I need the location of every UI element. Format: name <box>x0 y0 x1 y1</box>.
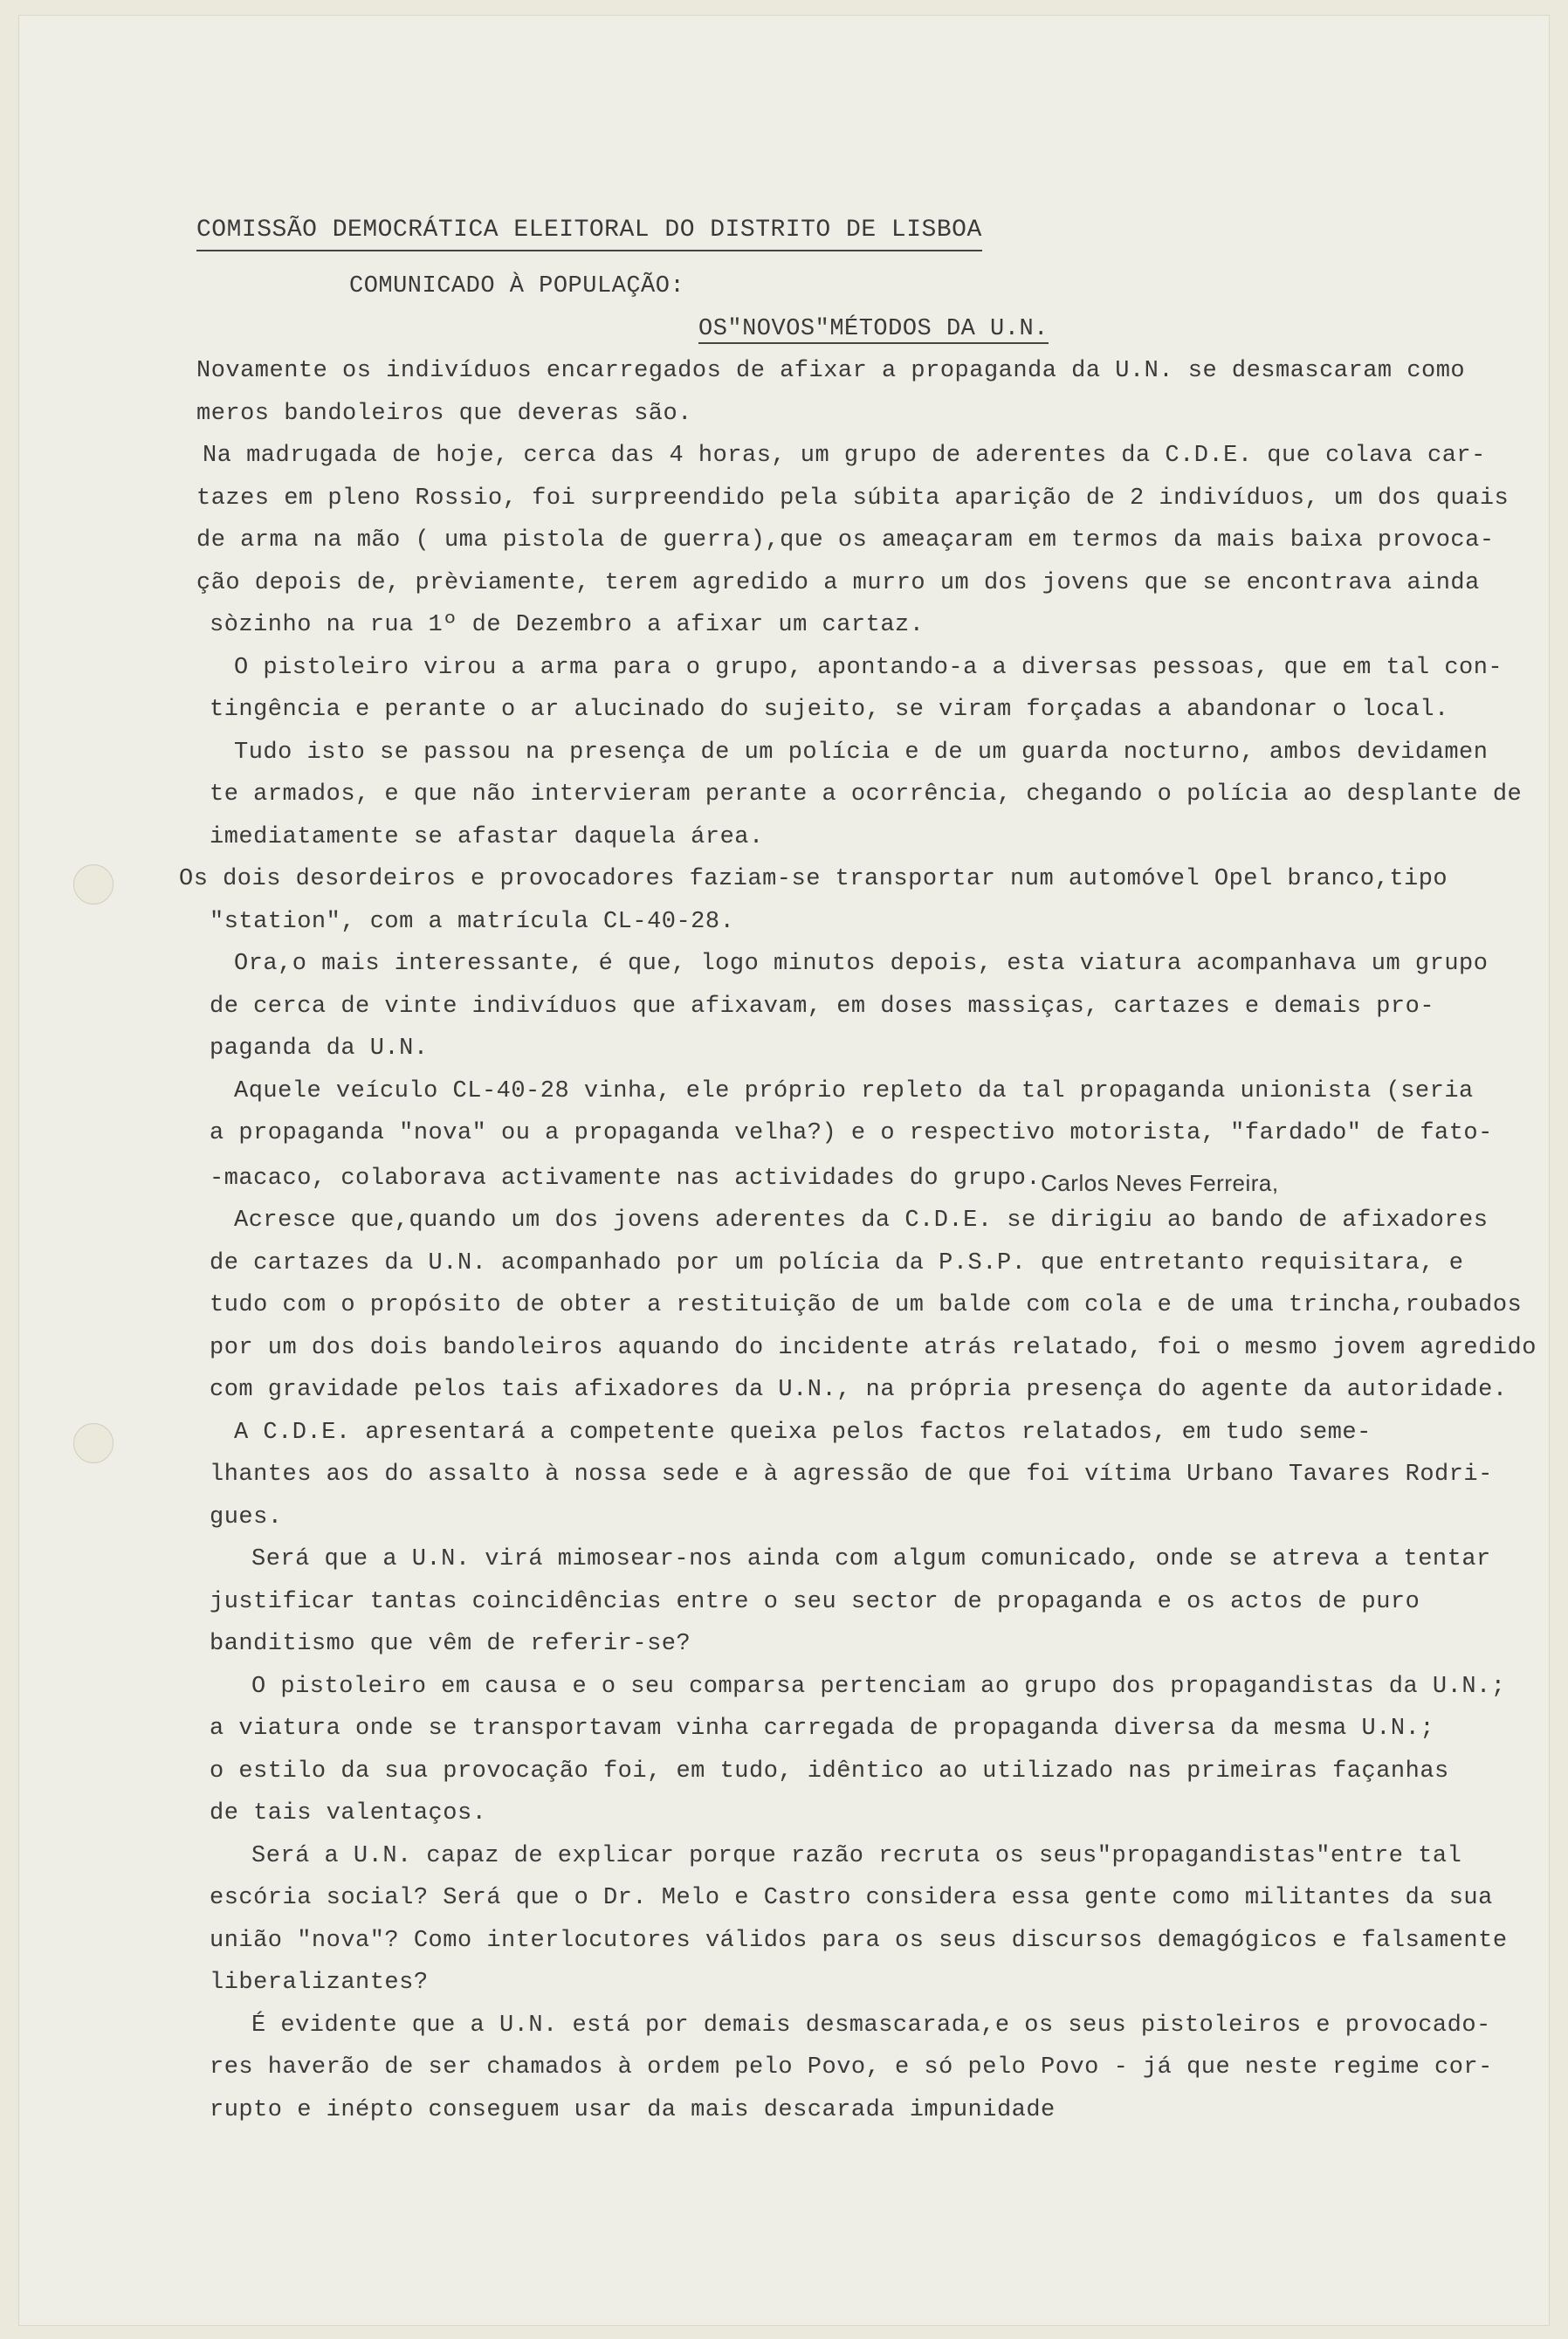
text-line: a viatura onde se transportavam vinha carregada de propaganda diversa da mesma U.N.; <box>210 1716 1435 1742</box>
text-line: tazes em pleno Rossio, foi surpreendido pela súbita aparição de 2 indivíduos, um dos quais <box>196 485 1510 512</box>
text-line: Tudo isto se passou na presença de um polícia e de um guarda nocturno, ambos devidamen <box>234 739 1489 766</box>
punch-hole-top <box>73 864 113 905</box>
text-line: tudo com o propósito de obter a restituição de um balde com cola e de uma trincha,roubados <box>210 1292 1523 1318</box>
text-line: res haverão de ser chamados à ordem pelo Povo, e só pelo Povo - já que neste regime cor- <box>210 2054 1493 2081</box>
text-line: rupto e inépto conseguem usar da mais descarada impunidade <box>210 2096 1056 2123</box>
text-line: a propaganda "nova" ou a propaganda velha?) e o respectivo motorista, "fardado" de fato- <box>210 1120 1493 1146</box>
text-line: O pistoleiro em causa e o seu comparsa pertenciam ao grupo dos propagandistas da U.N.; <box>251 1673 1506 1700</box>
text-line: te armados, e que não intervieram perante a ocorrência, chegando o polícia ao desplante de <box>210 781 1523 808</box>
text-line: ção depois de, prèviamente, terem agredido a murro um dos jovens que se encontrava ainda <box>196 569 1480 596</box>
text-line: Os dois desordeiros e provocadores faziam-se transportar num automóvel Opel branco,tipo <box>179 866 1448 892</box>
text-line: paganda da U.N. <box>210 1035 429 1062</box>
document-body <box>157 210 1537 2131</box>
text-line: banditismo que vêm de referir-se? <box>210 1631 691 1657</box>
text-line: lhantes aos do assalto à nossa sede e à agressão de que foi vítima Urbano Tavares Rodri- <box>210 1462 1493 1488</box>
text-line: Aquele veículo CL-40-28 vinha, ele próprio repleto da tal propaganda unionista (seria <box>234 1077 1474 1104</box>
text-line: "station", com a matrícula CL-40-28. <box>210 908 735 935</box>
text-line: sòzinho na rua 1º de Dezembro a afixar um cartaz. <box>210 612 925 638</box>
text-line: O pistoleiro virou a arma para o grupo, apontando-a a diversas pessoas, que em tal con- <box>234 654 1503 681</box>
text-line: -macaco, colaborava activamente nas actividades do grupo.Carlos Neves Ferreira, <box>210 1165 1279 1196</box>
text-line: Será que a U.N. virá mimosear-nos ainda com algum comunicado, onde se atreva a tentar <box>251 1546 1491 1572</box>
text-line: de tais valentaços. <box>210 1800 487 1826</box>
text-line: meros bandoleiros que deveras são. <box>196 400 692 427</box>
document-heading: OS"NOVOS"MÉTODOS DA U.N. <box>698 315 1049 342</box>
punch-hole-bottom <box>73 1423 113 1463</box>
text-line: Ora,o mais interessante, é que, logo minutos depois, esta viatura acompanhava um grupo <box>234 951 1489 977</box>
text-line: É evidente que a U.N. está por demais desmascarada,e os seus pistoleiros e provocado- <box>251 2012 1491 2039</box>
text-line: união "nova"? Como interlocutores válidos para os seus discursos demagógicos e falsamente <box>210 1927 1508 1954</box>
text-line: imediatamente se afastar daquela área. <box>210 823 764 850</box>
text-line: Na madrugada de hoje, cerca das 4 horas, um grupo de aderentes da C.D.E. que colava car- <box>203 443 1486 469</box>
text-line: Acresce que,quando um dos jovens aderentes da C.D.E. se dirigiu ao bando de afixadores <box>234 1207 1489 1234</box>
document-title: COMISSÃO DEMOCRÁTICA ELEITORAL DO DISTRITO DE LISBOA <box>157 210 1528 260</box>
text-line: gues. <box>210 1503 283 1531</box>
text-line: por um dos dois bandoleiros aquando do incidente atrás relatado, foi o mesmo jovem agredido <box>210 1334 1537 1361</box>
text-line: Será a U.N. capaz de explicar porque razão recruta os seus"propagandistas"entre tal <box>251 1842 1462 1869</box>
text-line: tingência e perante o ar alucinado do sujeito, se viram forçadas a abandonar o local. <box>210 697 1449 723</box>
text-line: de cerca de vinte indivíduos que afixavam, em doses massiças, cartazes e demais pro- <box>210 993 1435 1020</box>
text-line: escória social? Será que o Dr. Melo e Castro considera essa gente como militantes da sua <box>210 1885 1493 1911</box>
text-line: o estilo da sua provocação foi, em tudo, idêntico ao utilizado nas primeiras façanhas <box>210 1758 1449 1785</box>
text-line: Novamente os indivíduos encarregados de afixar a propaganda da U.N. se desmascaram como <box>196 358 1466 384</box>
text-line: A C.D.E. apresentará a competente queixa pelos factos relatados, em tudo seme- <box>234 1419 1372 1446</box>
handwritten-name: Carlos Neves Ferreira, <box>1041 1169 1279 1196</box>
text-line: de arma na mão ( uma pistola de guerra),que os ameaçaram em termos da mais baixa provoca- <box>196 527 1495 554</box>
text-line: com gravidade pelos tais afixadores da U.N., na própria presença do agente da autoridade. <box>210 1377 1508 1403</box>
text-line: liberalizantes? <box>210 1970 429 1996</box>
text-line: justificar tantas coincidências entre o seu sector de propaganda e os actos de puro <box>210 1588 1420 1615</box>
document-subtitle: COMUNICADO À POPULAÇÃO: <box>349 273 685 299</box>
text-line: de cartazes da U.N. acompanhado por um polícia da P.S.P. que entretanto requisitara, e <box>210 1249 1464 1276</box>
